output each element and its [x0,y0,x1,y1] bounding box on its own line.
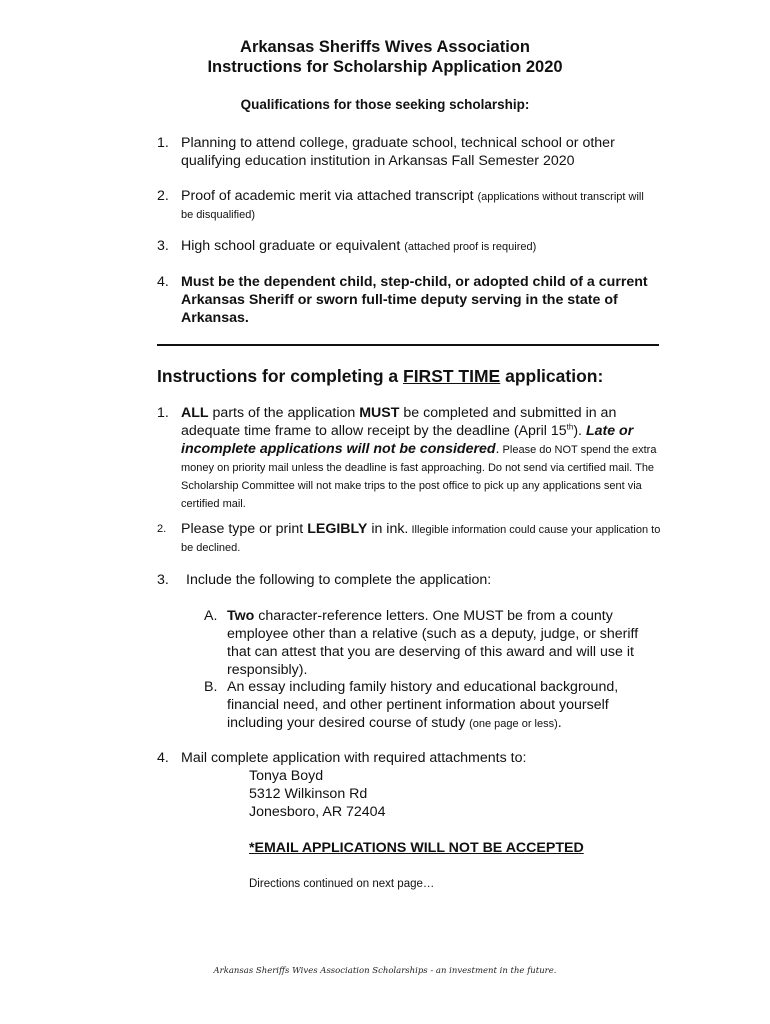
instructions-heading [157,366,603,387]
instruction-3 [157,571,657,589]
continued-note: Directions continued on next page… [249,878,435,890]
qualifications-heading: Qualifications for those seeking scholarship: [240,97,530,112]
qualification-3 [157,237,657,255]
instruction-text: . [495,441,500,457]
legibility-note: Illegible information could cause your application to be declined. [181,524,661,554]
instructions-heading-post: application: [500,366,604,386]
qualification-text: Must be the dependent child, step-child, or adopted child of a current Arkansas Sheriff or sworn full-time deputy serving in the state of Arkansas. [181,274,648,326]
mailing-address [249,767,385,821]
instruction-text: be completed and submitted in an adequate time frame to allow receipt by the deadline (April 15 [181,405,617,439]
address-name: Tonya Boyd [249,768,324,784]
essay-length-note: (one page or less) [469,718,558,730]
instructions-heading-pre: Instructions for completing a [157,366,403,386]
ordinal-suffix: th [566,422,574,432]
instruction-3-item-b [204,678,664,732]
instruction-3-item-a [204,607,664,679]
instruction-text: ). [573,423,586,439]
email-notice: *EMAIL APPLICATIONS WILL NOT BE ACCEPTED [249,840,584,856]
qualification-4 [157,273,657,327]
late-warning: Late or incomplete applications will not be considered [181,423,634,457]
instruction-text: parts of the application [208,405,360,421]
instruction-text: Include the following to complete the application: [186,572,492,588]
must-emphasis: MUST [359,405,400,421]
item-text-end: . [557,715,562,731]
title-line-2: Instructions for Scholarship Application 2020 [207,58,563,76]
page-footer: Arkansas Sheriffs Wives Association Scholarships - an investment in the future. [213,966,557,976]
item-text: An essay including family history and educational background, financial need, and other pertinent information about yourself including your desired course of study [227,679,619,731]
qualification-text: Planning to attend college, graduate school, technical school or other qualifying education institution in Arkansas Fall Semester 2020 [181,135,615,169]
qualification-text: High school graduate or equivalent [181,238,405,254]
instruction-text: Mail complete application with required attachments to: [181,750,527,766]
instruction-2 [157,520,662,556]
section-divider [157,344,659,346]
two-emphasis: Two [227,608,255,624]
qualification-number: 1. [157,135,169,151]
title-line-1: Arkansas Sheriffs Wives Association [240,38,530,56]
instruction-text: Please type or print [181,521,308,537]
address-street: 5312 Wilkinson Rd [249,786,368,802]
item-text: character-reference letters. One MUST be from a county employee other than a relative (such as a deputy, judge, or sheriff that can attest that you are deserving of this award and will use it responsibly). [227,608,639,678]
instruction-text: in ink. [367,521,409,537]
document-title [0,37,770,77]
qualification-note: (applications without transcript will be disqualified) [181,191,644,221]
item-letter: A. [204,608,218,624]
qualification-number: 3. [157,238,169,254]
instruction-number: 2. [157,523,167,535]
instruction-number: 4. [157,750,169,766]
instruction-number: 3. [157,572,169,588]
legibly-emphasis: LEGIBLY [307,521,368,537]
instructions-heading-emphasis: FIRST TIME [403,366,501,386]
instruction-number: 1. [157,405,169,421]
qualification-1 [157,134,657,170]
qualification-number: 4. [157,274,169,290]
qualification-2 [157,187,657,223]
instruction-4 [157,749,657,767]
address-city: Jonesboro, AR 72404 [249,804,386,820]
all-emphasis: ALL [181,405,209,421]
qualification-note: (attached proof is required) [404,241,537,253]
qualification-number: 2. [157,188,169,204]
mail-note: Please do NOT spend the extra money on priority mail unless the deadline is fast approaching. Do not send via certified mail. The Scholarship Committee will not make trips to the post office to pick up any applications sent via certified mail. [181,444,657,510]
instruction-1 [157,404,662,512]
item-letter: B. [204,679,218,695]
qualification-text: Proof of academic merit via attached transcript [181,188,478,204]
